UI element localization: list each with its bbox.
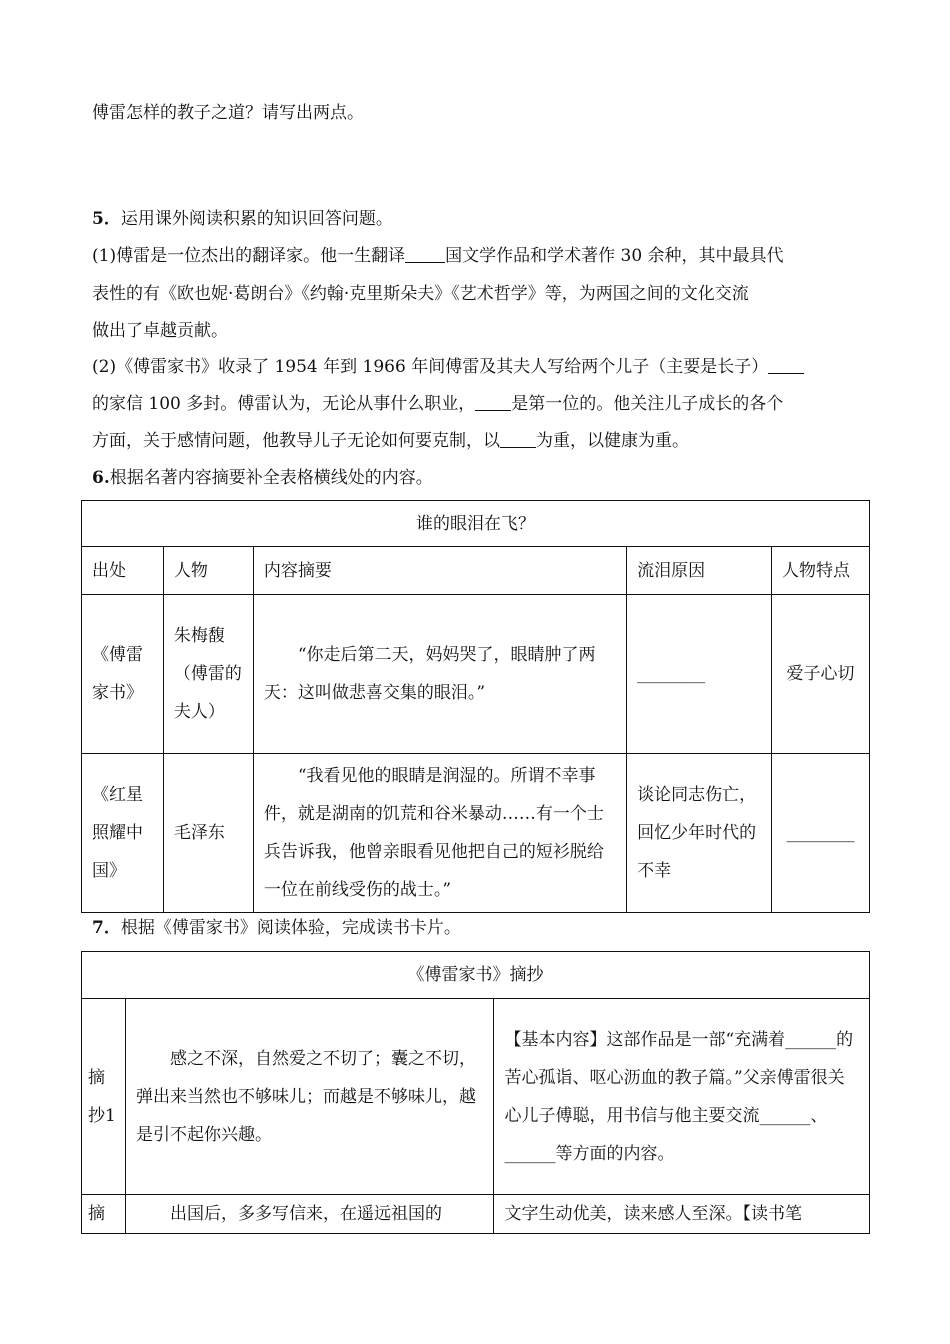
q5-p2-line3 xyxy=(92,430,689,452)
q6-row1-summary: “你走后第二天，妈妈哭了，眼睛肿了两天：这叫做悲喜交集的眼泪。” xyxy=(253,595,626,754)
q5-p1-line2: 表性的有《欧也妮·葛朗台》《约翰·克里斯朵夫》《艺术哲学》等，为两国之间的文化交流 xyxy=(92,284,749,304)
q5-heading xyxy=(92,208,393,230)
q5-p2-text-c: 方面，关于感情问题，他教导儿子无论如何要克制，以 xyxy=(92,431,500,451)
q7-table xyxy=(81,951,870,1234)
q7-row2-excerpt: 出国后，多多写信来，在遥远祖国的 xyxy=(125,1195,494,1234)
q6-header-summary: 内容摘要 xyxy=(253,547,626,595)
q5-title: 运用课外阅读积累的知识回答问题。 xyxy=(120,209,393,229)
q6-row1-trait: 爱子心切 xyxy=(771,595,869,754)
q7-title: 根据《傅雷家书》阅读体验，完成读书卡片。 xyxy=(120,918,461,938)
q5-p2-line2 xyxy=(92,393,783,415)
table-row xyxy=(82,595,870,754)
q6-header-reason: 流泪原因 xyxy=(627,547,772,595)
q5-p2-text-a: 的家信 100 多封。傅雷认为，无论从事什么职业， xyxy=(92,394,476,414)
q5-blank-2[interactable] xyxy=(768,357,804,374)
q7-heading xyxy=(92,917,461,939)
q5-blank-1[interactable] xyxy=(405,246,445,263)
q6-heading xyxy=(92,467,433,489)
table-row xyxy=(82,1195,870,1234)
table-row xyxy=(82,754,870,913)
q7-number: 7． xyxy=(92,918,121,938)
q6-number: 6. xyxy=(92,468,110,488)
q7-row2-label: 摘 xyxy=(82,1195,126,1234)
q6-row2-reason: 谈论同志伤亡，回忆少年时代的不幸 xyxy=(627,754,772,913)
q5-p1-text-a: (1)傅雷是一位杰出的翻译家。他一生翻译 xyxy=(92,246,406,266)
q6-table-title: 谁的眼泪在飞？ xyxy=(82,501,870,547)
q5-blank-4[interactable] xyxy=(500,431,536,448)
q7-row1-excerpt: 感之不深，自然爱之不切了；囊之不切，弹出来当然也不够味儿；而越是不够味儿，越是引不起你兴趣。 xyxy=(125,999,494,1195)
q6-row2-trait-blank[interactable]: ________ xyxy=(771,754,869,913)
q5-p1-line3: 做出了卓越贡献。 xyxy=(92,321,228,341)
q7-row1-label: 摘抄1 xyxy=(82,999,126,1195)
q5-blank-3[interactable] xyxy=(475,394,511,411)
q4-tail-text: 傅雷怎样的教子之道？请写出两点。 xyxy=(92,103,364,123)
q5-p2-text: (2)《傅雷家书》收录了 1954 年到 1966 年间傅雷及其夫人写给两个儿子（主要是长子） xyxy=(92,357,769,377)
q6-row2-summary: “我看见他的眼睛是润湿的。所谓不幸事件，就是湖南的饥荒和谷米暴动……有一个士兵告诉我，他曾亲眼看见他把自己的短衫脱给一位在前线受伤的战士。” xyxy=(253,754,626,913)
q5-p2-text-b: 是第一位的。他关注儿子成长的各个 xyxy=(511,394,784,414)
q6-header-trait: 人物特点 xyxy=(771,547,869,595)
q5-number: 5． xyxy=(92,209,121,229)
q5-p1-line1 xyxy=(92,245,784,267)
q6-title: 根据名著内容摘要补全表格横线处的内容。 xyxy=(109,468,433,488)
q7-table-title: 《傅雷家书》摘抄 xyxy=(82,952,870,999)
table-row xyxy=(82,999,870,1195)
q5-p2-line1 xyxy=(92,356,804,378)
q6-row1-person: 朱梅馥（傅雷的夫人） xyxy=(163,595,253,754)
q7-row2-note: 文字生动优美，读来感人至深。【读书笔 xyxy=(494,1195,870,1234)
q6-table xyxy=(81,500,870,913)
q6-header-person: 人物 xyxy=(163,547,253,595)
q6-row2-person: 毛泽东 xyxy=(163,754,253,913)
q6-header-source: 出处 xyxy=(82,547,164,595)
q6-row1-reason-blank[interactable]: ________ xyxy=(627,595,772,754)
q7-row1-note: 【基本内容】这部作品是一部“充满着______的苦心孤诣、呕心沥血的教子篇。”父亲傅雷很关心儿子傅聪，用书信与他主要交流______、______等方面的内容。 xyxy=(494,999,870,1195)
q6-row1-source: 《傅雷家书》 xyxy=(82,595,164,754)
q5-p2-text-d: 为重，以健康为重。 xyxy=(536,431,689,451)
q6-row2-source: 《红星照耀中国》 xyxy=(82,754,164,913)
q5-p1-text-b: 国文学作品和学术著作 30 余种，其中最具代 xyxy=(445,246,784,266)
